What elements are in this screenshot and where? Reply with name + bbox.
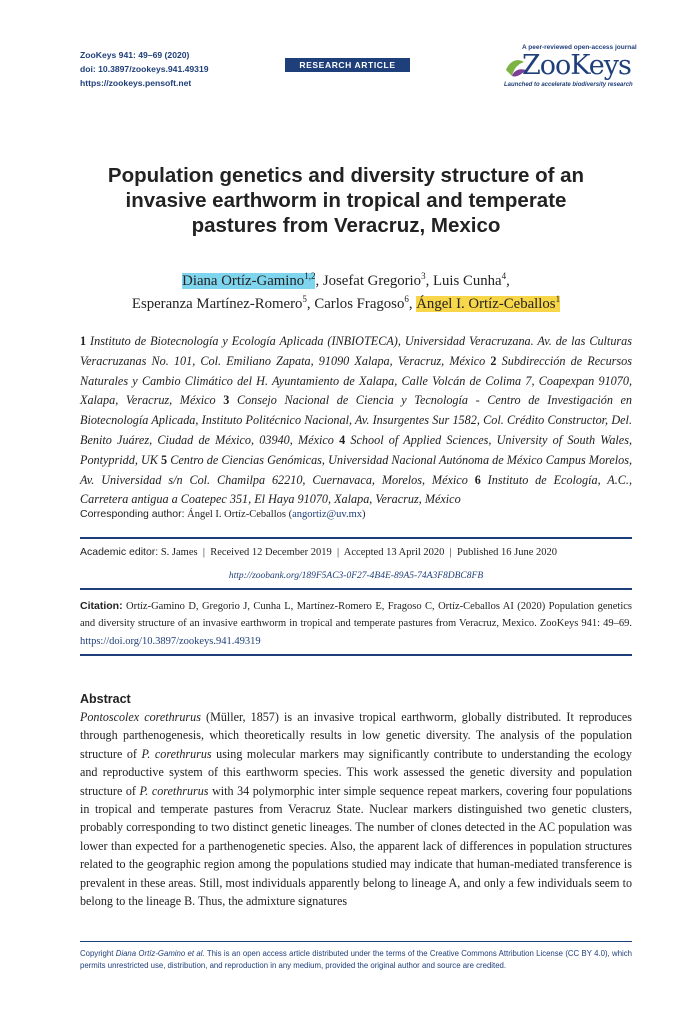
editorial-dates: Academic editor: S. James | Received 12 December 2019 | Accepted 13 April 2020 | Published 16 June 2020 (80, 546, 558, 558)
author-gregorio[interactable]: Josefat Gregorio$^3$ (322, 271, 426, 289)
author-ortiz-gamino[interactable]: Diana Ortíz-Gamino$^{1,2}$ (182, 271, 316, 289)
academic-editor: S. James (160, 547, 198, 558)
author-fragoso[interactable]: Carlos Fragoso$^6$ (314, 294, 409, 312)
article-title (60, 163, 632, 238)
journal-issue: ZooKeys 941: 49–69 (2020) (80, 50, 190, 60)
author-ortiz-ceballos[interactable]: Ángel I. Ortíz-Ceballos$^1$ (416, 294, 561, 312)
divider (80, 941, 632, 942)
published-date: Published 16 June 2020 (457, 547, 558, 558)
title-line: Population genetics and diversity structure of an (107, 164, 585, 187)
abstract-heading: Abstract (80, 692, 131, 706)
citation-text: Ortíz-Gamino D, Gregorio J, Cunha L, Martínez-Romero E, Fragoso C, Ortíz-Ceballos AI (2020) Population genetics and diversity structure of an invasive earthworm in tropical and temperate pastures from Veracruz, Mexico. ZooKeys 941: 49–69. (80, 601, 633, 630)
divider (80, 537, 632, 539)
divider (80, 654, 632, 656)
citation (80, 598, 632, 650)
affiliations: 1 Instituto de Biotecnología y Ecología Aplicada (INBIOTECA), Universidad Veracruzana. Av. de las Culturas Veracruzanas No. 101, Col. Emiliano Zapata, 91090 Xalapa, Veracruz, México 2 Subdirección de Recursos Naturales y Cambio Climático del H. Ayuntamiento de Xalapa, Calle Volcán de Colima 7, Coapexpan 91070, Xalapa, Veracruz, México 3 Consejo Nacional de Ciencia y Tecnología - Centro de Investigación en Biotecnología Aplicada, Instituto Politécnico Nacional, Av. Insurgentes Sur 1582, Col. Crédito Constructor, Del. Benito Juárez, Ciudad de México, 03940, México 4 School of Applied Sciences, University of South Wales, Pontypridd, UK 5 Centro de Ciencias Genómicas, Universidad Nacional Autónoma de México Campus Morelos, Av. Universidad s/n Col. Chamilpa 62210, Cuernavaca, Morelos, México 6 Instituto de Ecología, A.C., Carretera antigua a Coatepec 351, El Haya 91070, Xalapa, Veracruz, México (80, 334, 633, 507)
copyright-notice: Copyright Diana Ortíz-Gamino et al. This is an open access article distributed under the terms of the Creative Commons Attribution License (CC BY 4.0), which permits unrestricted use, distribution, and reproduction in any medium, provided the original author and source are credited. (80, 948, 632, 972)
zookeys-logo[interactable] (500, 44, 637, 92)
author-cunha[interactable]: Luis Cunha$^4$ (432, 271, 507, 289)
abstract-body: Pontoscolex corethrurus (Müller, 1857) is an invasive tropical earthworm, globally distributed. It reproduces through parthenogenesis, which theoretically results in low genetic diversity. The analysis of the population structure of P. corethrurus using molecular markers may significantly contribute to understanding the ecology and reproductive system of this earthworm species. This work assessed the genetic diversity and population structure of P. corethrurus with 34 polymorphic inter simple sequence repeat markers, covering four populations in tropical and temperate pastures from Veracruz State. Nuclear markers distinguished two genetic clusters, probably corresponding to two distinct genetic lineages. The number of clones detected in the AC population was lower than expected for a parthenogenetic species. Also, the apparent lack of differences in population structures related to the geographic region among the populations studied may indicate that human-mediated transference is prevalent in these areas. Still, most individuals apparently belong to lineage A, and only a few individuals seem to belong to the lineage B. Thus, the admixture signatures (80, 710, 633, 909)
article-type-badge: RESEARCH ARTICLE (285, 58, 410, 72)
corresponding-name: Ángel I. Ortíz-Ceballos (187, 509, 286, 520)
author-martinez-romero[interactable]: Esperanza Martínez-Romero$^5$ (131, 294, 307, 312)
logo-tagline-bottom: Launched to accelerate biodiversity research (504, 82, 633, 88)
journal-meta (80, 48, 209, 90)
divider (80, 588, 632, 590)
accepted-date: Accepted 13 April 2020 (343, 547, 445, 558)
logo-wordmark: ZooKeys (522, 50, 631, 81)
logo-tagline-top: A peer-reviewed open-access journal (522, 44, 637, 51)
doi-text[interactable]: doi: 10.3897/zookeys.941.49319 (80, 64, 209, 74)
citation-doi-link[interactable]: https://doi.org/10.3897/zookeys.941.49319 (80, 635, 261, 647)
corresponding-label: Corresponding author: (80, 508, 185, 520)
corresponding-email[interactable]: angortiz@uv.mx (292, 509, 363, 520)
title-line: invasive earthworm in tropical and temperate (125, 189, 567, 212)
zoobank-link[interactable]: http://zoobank.org/189F5AC3-0F27-4B4E-89A5-74A3F8DBC8FB (228, 571, 484, 581)
journal-url[interactable]: https://zookeys.pensoft.net (80, 78, 192, 88)
citation-label: Citation: (80, 600, 123, 612)
title-line: pastures from Veracruz, Mexico (191, 214, 501, 237)
received-date: Received 12 December 2019 (210, 547, 332, 558)
corresponding-author: Corresponding author: Ángel I. Ortíz-Ceballos (angortiz@uv.mx) (80, 508, 366, 520)
author-list: Diana Ortíz-Gamino$^{1,2}$, Josefat Gregorio$^3$, Luis Cunha$^4$, Esperanza Martínez-Romero$^5$, Carlos Fragoso$^6$, Ángel I. Ortíz-Ceballos$^1$ (131, 271, 561, 312)
